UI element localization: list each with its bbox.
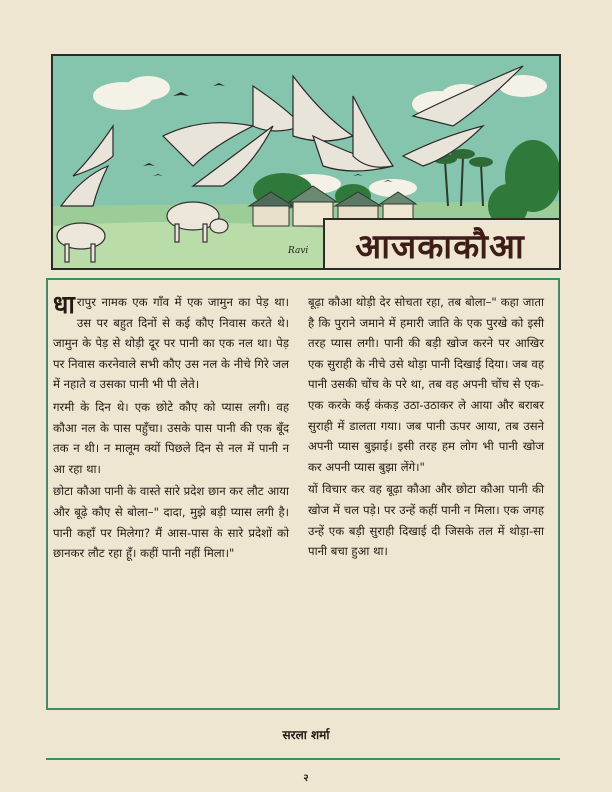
bottom-divider: [46, 758, 560, 760]
paragraph: छोटा कौआ पानी के वास्ते सारे प्रदेश छान कर लौट आया और बूढ़े कौए से बोला–" दादा, मुझे बड़ी प्यास लगी है। पानी कहाँ पर मिलेगा? मैं आस-पास के सारे प्रदेशों को छानकर लौट रहा हूँ। कहीं पानी नहीं मिला।": [53, 484, 289, 561]
left-column: [53, 292, 289, 566]
paragraph: धारापुर नामक एक गाँव में एक जामुन का पेड़ था। उस पर बहुत दिनों से कई कौए निवास करते थे। जामुन के पेड़ से थोड़ी दूर पर पानी का एक नल था। पेड़ पर निवास करनेवाले सभी कौए उस नल के नीचे गिरे जल में नहाते व उसका पानी भी पी लेते।: [53, 290, 289, 392]
illustrator-signature: Ravi: [288, 246, 309, 256]
story-title: आजकाकौआ: [355, 227, 525, 267]
author-name: सरला शर्मा: [282, 728, 330, 742]
right-column: [308, 292, 544, 564]
paragraph: बूढ़ा कौआ थोड़ी देर सोचता रहा, तब बोला–" कहा जाता है कि पुराने जमाने में हमारी जाति के एक पुरखे को इसी तरह प्यास लगी। पानी की बड़ी खोज करने पर आखिर एक सुराही के नीचे उसे थोड़ा पानी दिखाई दिया। जब वह पानी उसकी चोंच के परे था, तब वह अपनी चोंच से एक-एक करके कई कंकड़ उठा-उठाकर ले आया और बराबर सुराही में डालता गया। जब पानी ऊपर आया, तब उसने अपनी प्यास बुझाई। इसी तरह हम लोग भी पानी खोज कर अपनी प्यास बुझा लेंगे।": [308, 295, 544, 474]
paragraph: गरमी के दिन थे। एक छोटे कौए को प्यास लगी। वह कौआ नल के पास पहुँचा। उसके पास पानी की एक बूँद तक न थी। न मालूम क्यों पिछले दिन से नल में पानी न आ रहा था।: [53, 399, 289, 476]
page-number: २: [303, 773, 309, 784]
drop-cap: धा: [53, 290, 75, 319]
paragraph: यों विचार कर वह बूढ़ा कौआ और छोटा कौआ पानी की खोज में चल पड़े। पर उन्हें कहीं पानी न मिला। एक जगह उन्हें एक बड़ी सुराही दिखाई दी जिसके तल में थोड़ा-सा पानी बचा हुआ था।: [308, 482, 544, 559]
